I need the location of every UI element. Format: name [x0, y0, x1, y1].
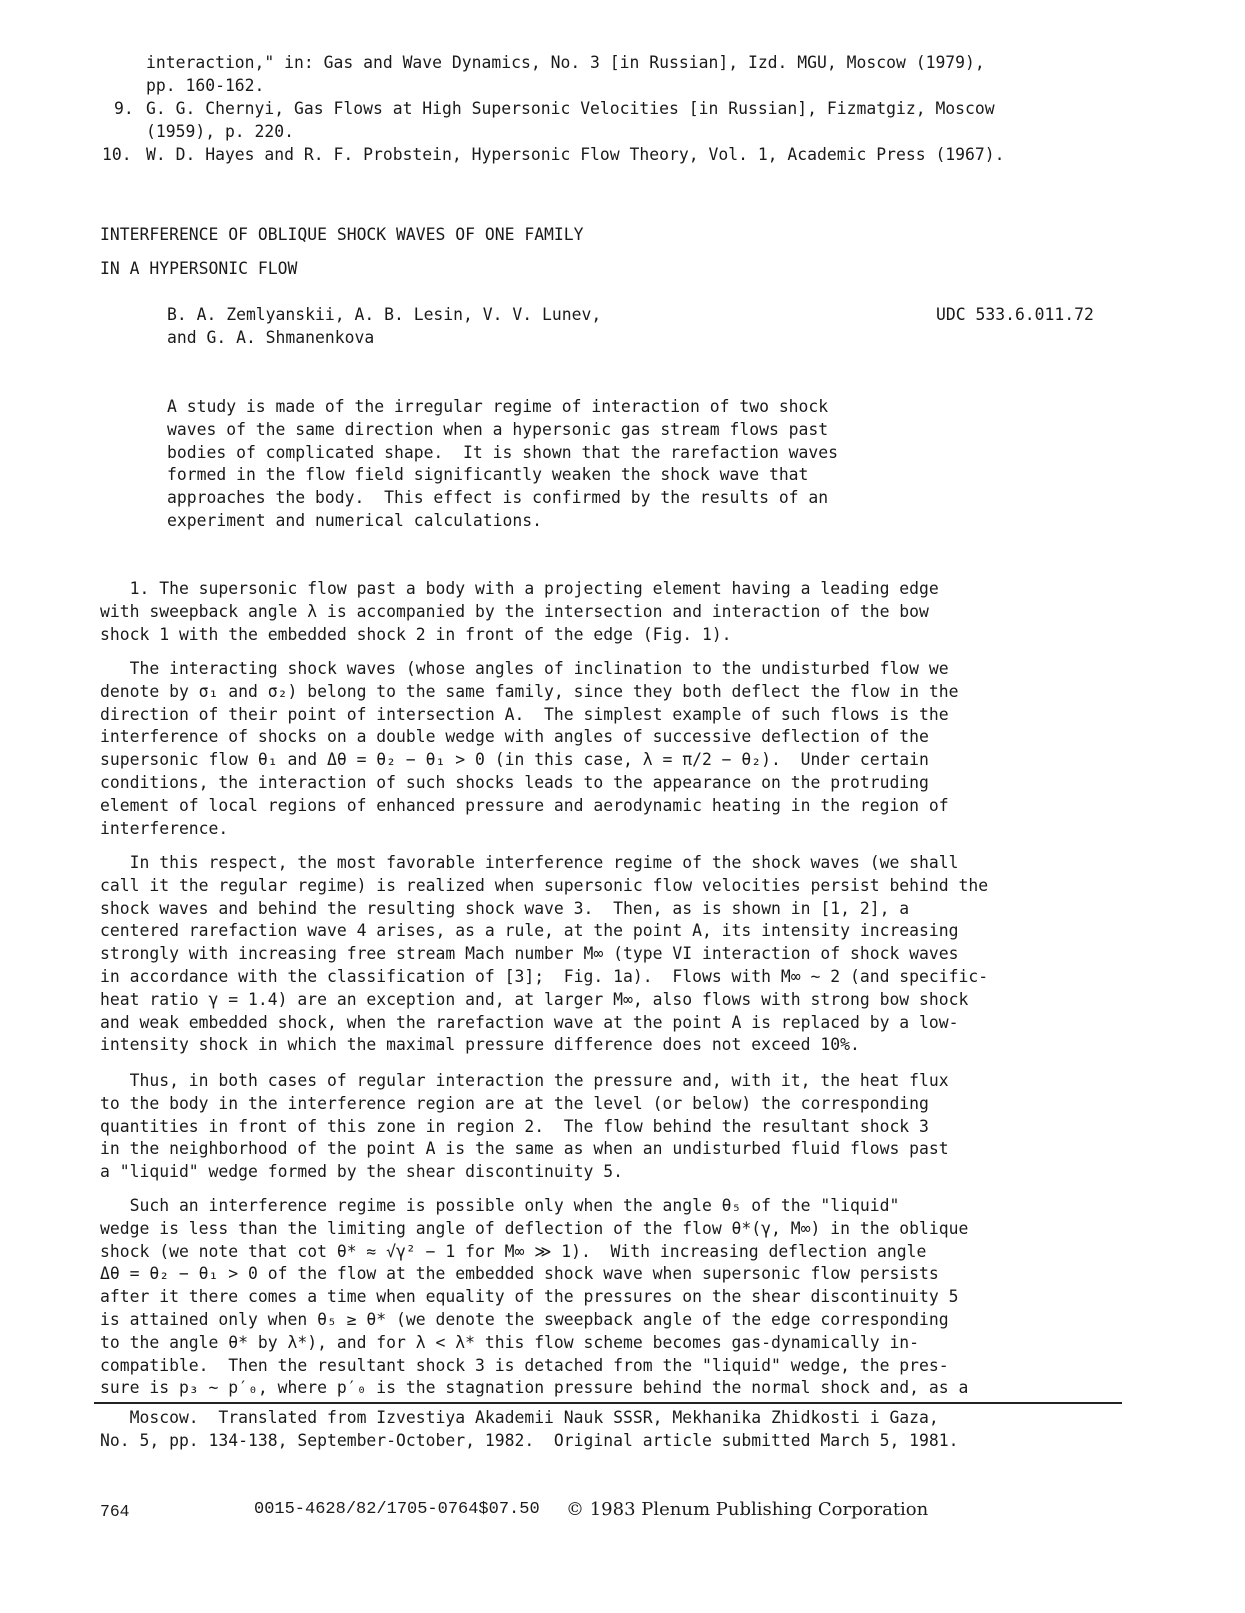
body-line: to the body in the interference region are at the level (or below) the corresponding	[100, 1093, 929, 1113]
body-line: In this respect, the most favorable interference regime of the shock waves (we shall	[100, 853, 959, 872]
abstract-line: waves of the same direction when a hypersonic gas stream flows past	[167, 419, 829, 439]
body-line: denote by σ₁ and σ₂) belong to the same family, since they both deflect the flow in the	[100, 681, 959, 701]
body-line: and weak embedded shock, when the rarefaction wave at the point A is replaced by a low-	[100, 1012, 959, 1032]
publication-code: 0015-4628/82/1705-0764$07.50	[254, 1500, 540, 1519]
reference-line: pp. 160-162.	[146, 75, 265, 95]
body-line: direction of their point of intersection A. The simplest example of such flows is the	[100, 704, 949, 724]
abstract-line: A study is made of the irregular regime of interaction of two shock	[167, 397, 829, 416]
body-line: with sweepback angle λ is accompanied by the intersection and interaction of the bow	[100, 601, 929, 621]
reference-line: (1959), p. 220.	[146, 121, 295, 141]
article-title: INTERFERENCE OF OBLIQUE SHOCK WAVES OF ONE FAMILY	[100, 225, 584, 244]
copyright-notice: © 1983 Plenum Publishing Corporation	[566, 1499, 929, 1520]
reference-item	[146, 98, 995, 144]
body-paragraph-4	[100, 1070, 949, 1184]
body-line: heat ratio γ = 1.4) are an exception and, at larger M∞, also flows with strong bow shock	[100, 989, 969, 1009]
reference-item	[146, 144, 1005, 167]
body-paragraph-3	[100, 852, 988, 1057]
body-paragraph-1	[100, 578, 939, 646]
body-line: interference of shocks on a double wedge with angles of successive deflection of the	[100, 727, 929, 747]
body-line: shock waves and behind the resulting shock wave 3. Then, as is shown in [1, 2], a	[100, 898, 910, 918]
body-line: shock 1 with the embedded shock 2 in front of the edge (Fig. 1).	[100, 624, 732, 644]
body-line: is attained only when θ₅ ≥ θ* (we denote the sweepback angle of the edge corresponding	[100, 1309, 949, 1329]
body-line: The interacting shock waves (whose angles of inclination to the undisturbed flow we	[100, 659, 949, 678]
body-line: interference.	[100, 818, 229, 838]
footnote-line: Moscow. Translated from Izvestiya Akademii Nauk SSSR, Mekhanika Zhidkosti i Gaza,	[100, 1408, 939, 1427]
body-line: in the neighborhood of the point A is the same as when an undisturbed fluid flows past	[100, 1139, 949, 1159]
body-paragraph-5	[100, 1195, 968, 1400]
references-list	[100, 52, 985, 98]
body-line: conditions, the interaction of such shocks leads to the appearance on the protruding	[100, 772, 929, 792]
article-title-continued: IN A HYPERSONIC FLOW	[100, 259, 298, 278]
body-line: supersonic flow θ₁ and Δθ = θ₂ − θ₁ > 0 (in this case, λ = π/2 − θ₂). Under certain	[100, 750, 929, 770]
body-line: after it there comes a time when equality of the pressures on the shear discontinuity 5	[100, 1287, 959, 1307]
body-line: quantities in front of this zone in region 2. The flow behind the resultant shock 3	[100, 1116, 929, 1136]
body-line: shock (we note that cot θ* ≈ √γ² − 1 for M∞ ≫ 1). With increasing deflection angle	[100, 1241, 927, 1261]
authors: B. A. Zemlyanskii, A. B. Lesin, V. V. Lunev,	[167, 305, 602, 324]
authors-continued: and G. A. Shmanenkova	[167, 328, 375, 347]
body-line: compatible. Then the resultant shock 3 is detached from the "liquid" wedge, the pres-	[100, 1355, 949, 1375]
reference-line: interaction," in: Gas and Wave Dynamics, No. 3 [in Russian], Izd. MGU, Moscow (1979),	[146, 53, 985, 72]
body-line: Thus, in both cases of regular interaction the pressure and, with it, the heat flux	[100, 1071, 949, 1090]
body-line: Such an interference regime is possible only when the angle θ₅ of the "liquid"	[100, 1196, 900, 1215]
abstract-line: formed in the flow field significantly weaken the shock wave that	[167, 465, 809, 485]
body-line: intensity shock in which the maximal pressure difference does not exceed 10%.	[100, 1035, 860, 1055]
udc-code: UDC 533.6.011.72	[936, 305, 1094, 324]
reference-line: W. D. Hayes and R. F. Probstein, Hypersonic Flow Theory, Vol. 1, Academic Press (1967).	[146, 145, 1005, 164]
body-line: element of local regions of enhanced pressure and aerodynamic heating in the region of	[100, 795, 949, 815]
reference-line: G. G. Chernyi, Gas Flows at High Supersonic Velocities [in Russian], Fizmatgiz, Moscow	[146, 99, 995, 118]
body-line: call it the regular regime) is realized when supersonic flow velocities persist behind the	[100, 875, 989, 895]
footnote	[100, 1407, 959, 1453]
reference-number: 10.	[102, 145, 132, 164]
body-line: strongly with increasing free stream Mach number M∞ (type VI interaction of shock waves	[100, 944, 959, 964]
body-line: centered rarefaction wave 4 arises, as a rule, at the point A, its intensity increasing	[100, 921, 959, 941]
body-line: a "liquid" wedge formed by the shear discontinuity 5.	[100, 1162, 624, 1182]
abstract-line: approaches the body. This effect is confirmed by the results of an	[167, 488, 829, 508]
body-line: sure is p₃ ~ p′₀, where p′₀ is the stagnation pressure behind the normal shock and, as a	[100, 1378, 969, 1398]
body-line: to the angle θ* by λ*), and for λ < λ* this flow scheme becomes gas-dynamically in-	[100, 1332, 920, 1352]
page-number: 764	[100, 1502, 130, 1521]
abstract-line: bodies of complicated shape. It is shown that the rarefaction waves	[167, 442, 839, 462]
reference-number: 9.	[114, 99, 134, 118]
body-line: Δθ = θ₂ − θ₁ > 0 of the flow at the embedded shock wave when supersonic flow persists	[100, 1264, 939, 1284]
body-line: 1. The supersonic flow past a body with a projecting element having a leading edge	[100, 579, 939, 598]
body-line: in accordance with the classification of [3]; Fig. 1a). Flows with M∞ ~ 2 (and specific-	[100, 966, 989, 986]
footnote-line: No. 5, pp. 134-138, September-October, 1982. Original article submitted March 5, 1981.	[100, 1430, 959, 1450]
abstract	[167, 396, 838, 533]
footnote-divider	[94, 1402, 1122, 1404]
abstract-line: experiment and numerical calculations.	[167, 510, 542, 530]
body-paragraph-2	[100, 658, 959, 840]
body-line: wedge is less than the limiting angle of deflection of the flow θ*(γ, M∞) in the oblique	[100, 1218, 969, 1238]
